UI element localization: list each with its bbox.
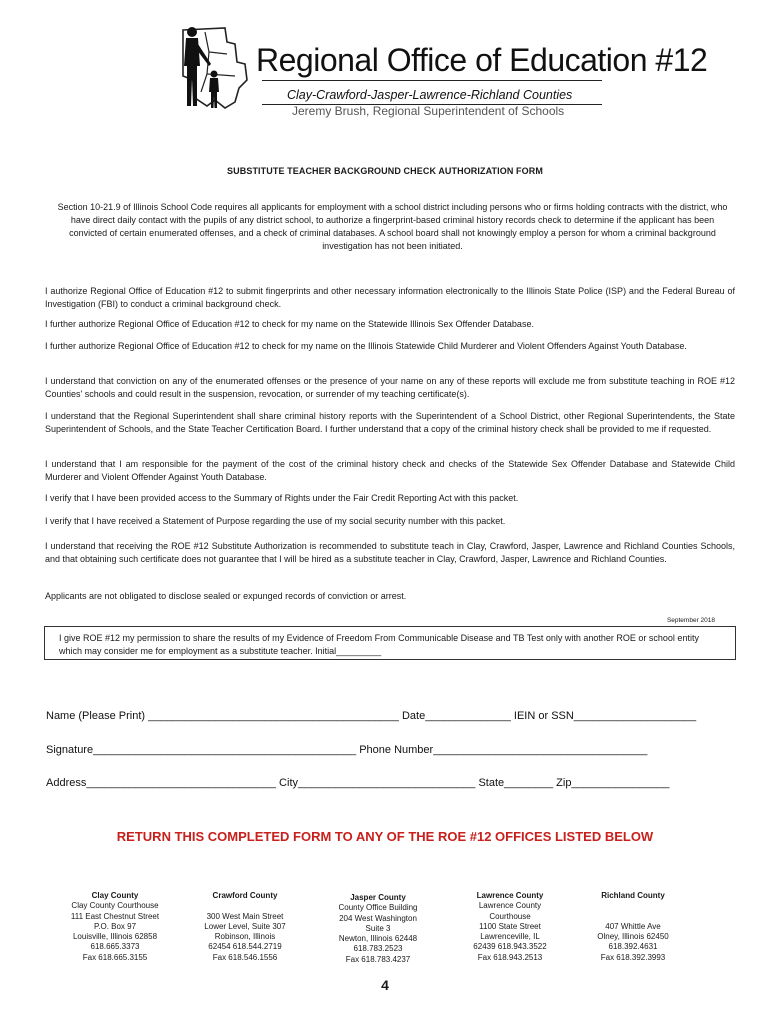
office-address-line: Fax 618.943.2513: [477, 952, 543, 962]
office-address-line: Fax 618.783.4237: [345, 954, 411, 964]
office-address-line: 618.783.2523: [353, 944, 403, 954]
office-address-line: 407 Whittle Ave: [605, 921, 661, 931]
authorization-paragraph: I further authorize Regional Office of Education #12 to check for my name on the Statewide Illinois Sex Offender Database.: [45, 319, 534, 329]
office-address-line: Lawrenceville, IL: [480, 932, 540, 942]
office-address-line: 62439 618.943.3522: [473, 942, 547, 952]
office-crawford-county: [185, 891, 305, 963]
office-address-line: 62454 618.544.2719: [208, 942, 282, 952]
office-address-line: 300 West Main Street: [206, 911, 284, 921]
office-address-line: [573, 901, 693, 911]
office-address-line: Fax 618.392.3993: [600, 952, 666, 962]
address-fields[interactable]: Address_______________________________ City_____________________________ State________ Zip________________: [46, 777, 670, 789]
page-number: 4: [381, 977, 389, 993]
authorization-paragraph: I authorize Regional Office of Education #12 to submit fingerprints and other necessary information electronically to the Illinois State Police (ISP) and the Federal Bureau of Investigation (FBI) to conduct a criminal background check.: [45, 286, 735, 309]
office-address-line: Louisville, Illinois 62858: [72, 932, 158, 942]
return-notice: RETURN THIS COMPLETED FORM TO ANY OF THE ROE #12 OFFICES LISTED BELOW: [116, 829, 654, 844]
office-address-line: Lower Level, Suite 307: [204, 921, 286, 931]
header-counties: Clay-Crawford-Jasper-Lawrence-Richland Counties: [287, 88, 573, 102]
office-name: Richland County: [601, 891, 665, 900]
office-lawrence-county: [450, 891, 570, 963]
office-address-line: Suite 3: [365, 923, 391, 933]
name-date-iein-fields[interactable]: Name (Please Print) _________________________________________ Date______________ IEIN or SSN____________________: [46, 710, 697, 722]
authorization-paragraph: I further authorize Regional Office of Education #12 to check for my name on the Illinois Statewide Child Murderer and Violent Offenders Against Youth Database.: [45, 341, 687, 351]
office-name: Crawford County: [212, 891, 278, 900]
authorization-paragraph: I understand that I am responsible for the payment of the cost of the criminal history check and checks of the Statewide Sex Offender Database and Statewide Child Murderer and Violent Offender Against Youth Database.: [45, 459, 735, 482]
office-address-line: [573, 912, 693, 922]
office-address-line: 618.392.4631: [608, 942, 658, 952]
tb-consent-statement[interactable]: I give ROE #12 my permission to share the results of my Evidence of Freedom From Communicable Disease and TB Test only with another ROE or school entity which may consider me for employment as a substitute teacher. Initial_________: [59, 633, 699, 656]
office-address-line: Clay County Courthouse: [71, 901, 159, 911]
office-address-line: 111 East Chestnut Street: [70, 911, 160, 921]
office-address-line: Fax 618.546.1556: [212, 952, 278, 962]
office-address-line: [185, 901, 305, 911]
office-address-line: Newton, Illinois 62448: [338, 934, 418, 944]
intro-paragraph: Section 10-21.9 of Illinois School Code requires all applicants for employment with a school district including persons who or firms holding contracts with the district, who have direct daily contact with the pupils of any district school, to authorize a fingerprint-based criminal history records check to determine if the applicant has been convicted of certain enumerated offenses, and a check of criminal databases. A school board shall not knowingly employ a person for whom a criminal background investigation has not been initiated.: [57, 202, 728, 251]
authorization-paragraph: I understand that the Regional Superintendent shall share criminal history reports with the Superintendent of a School District, other Regional Superintendents, the State Superintendent of Schools, and the State Teacher Certification Board. I further understand that a copy of the criminal history check shall be provided to me if requested.: [45, 411, 735, 434]
signature-phone-fields[interactable]: Signature___________________________________________ Phone Number___________________________________: [46, 744, 648, 756]
office-clay-county: [55, 891, 175, 963]
office-name: Clay County: [91, 891, 139, 900]
office-address-line: Olney, Illinois 62450: [597, 932, 669, 942]
office-address-line: County Office Building: [338, 903, 418, 913]
authorization-paragraph: I verify that I have been provided access to the Summary of Rights under the Fair Credit Reporting Act with this packet.: [45, 493, 519, 503]
authorization-paragraph: I understand that receiving the ROE #12 Substitute Authorization is recommended to substitute teach in Clay, Crawford, Jasper, Lawrence and Richland Counties Schools, and that obtaining such certificate does not guarantee that I will be hired as a substitute teacher in Clay, Crawford, Jasper, Lawrence and Richland Counties.: [45, 541, 735, 564]
office-address-line: Courthouse: [489, 911, 531, 921]
office-name: Jasper County: [350, 893, 406, 902]
office-address-line: Fax 618.665.3155: [82, 952, 148, 962]
header-superintendent: Jeremy Brush, Regional Superintendent of Schools: [292, 104, 565, 118]
authorization-paragraph: I understand that conviction on any of the enumerated offenses or the presence of your name on any of these reports will exclude me from substitute teaching in ROE #12 Counties' schools and could result in the suspension, revocation, or surrender of my teaching certificate(s).: [45, 376, 735, 399]
office-name: Lawrence County: [476, 891, 544, 900]
office-address-line: Robinson, Illinois: [214, 932, 276, 942]
office-address-line: 618.665.3373: [90, 942, 140, 952]
form-title: SUBSTITUTE TEACHER BACKGROUND CHECK AUTHORIZATION FORM: [227, 166, 543, 176]
roe-logo-icon: [165, 22, 265, 114]
office-jasper-county: [318, 893, 438, 965]
header-divider: [262, 80, 602, 81]
office-address-line: Lawrence County: [478, 901, 542, 911]
office-address-line: 204 West Washington: [339, 913, 417, 923]
authorization-paragraph: I verify that I have received a Statement of Purpose regarding the use of my social security number with this packet.: [45, 516, 506, 526]
authorization-paragraph: Applicants are not obligated to disclose sealed or expunged records of conviction or arrest.: [45, 591, 407, 601]
office-richland-county: [573, 891, 693, 963]
form-revision-date: September 2018: [666, 617, 715, 624]
tb-consent-box: [44, 626, 736, 660]
header-title: Regional Office of Education #12: [256, 42, 708, 78]
office-address-line: 1100 State Street: [479, 921, 541, 931]
office-address-line: P.O. Box 97: [93, 921, 137, 931]
